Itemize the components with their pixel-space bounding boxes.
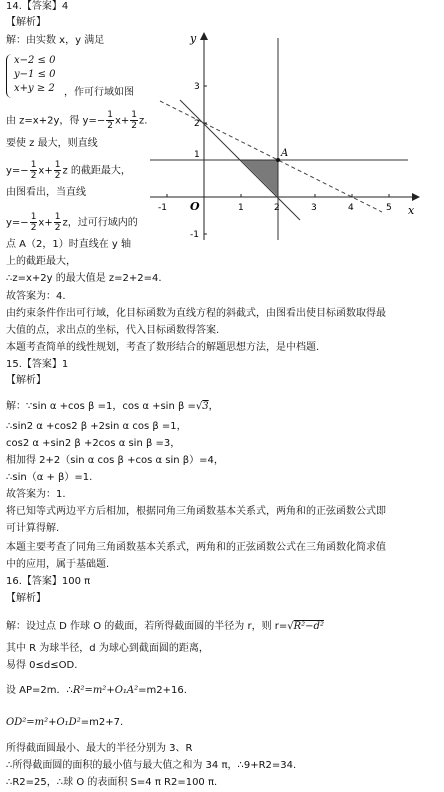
y-tick-neg1: -1 — [190, 230, 199, 240]
q15-line-10: 中的应用，属于基础题. — [6, 559, 110, 570]
q16-heading: 16.【答案】100 π — [6, 576, 91, 587]
y-tick-2: 2 — [194, 119, 200, 129]
q16-line-8: ∴R2=25，∴球 O 的表面积 S=4 π R2=100 π. — [6, 777, 218, 788]
q14-explain-1: 由约束条件作出可行域，化目标函数为直线方程的斜截式，由图看出使目标函数取得最 — [6, 308, 386, 319]
q15-line-8: 可计算得解. — [6, 523, 60, 534]
q14-explain-3: 本题考查简单的线性规划，考查了数形结合的解题思想方法，是中档题. — [6, 342, 320, 353]
constraint-2: y−1 ≤ 0 — [14, 69, 56, 80]
q15-heading: 15.【答案】1 — [6, 359, 69, 370]
q14-answer: 故答案为：4. — [6, 291, 66, 302]
x-tick-neg1: -1 — [158, 203, 167, 213]
q14-analysis-label: 【解析】 — [6, 17, 46, 28]
q15-line-2: ∴sin2 α +cos2 β +2sin α cos β =1， — [6, 421, 187, 432]
q15-line-3: cos2 α +sin2 β +2cos α sin β =3， — [6, 438, 181, 449]
constraint-system — [14, 54, 56, 96]
x-axis-label: x — [408, 204, 415, 217]
y-axis-arrow — [200, 32, 208, 40]
q15-line-4: 相加得 2+2（sin α cos β +cos α sin β）=4， — [6, 455, 224, 466]
q15-analysis-label: 【解析】 — [6, 375, 46, 386]
q14-intercept-max: 上的截距最大， — [6, 256, 76, 267]
q14-point-a: 点 A（2，1）时直线在 y 轴 — [6, 239, 132, 250]
constraint-1: x−2 ≤ 0 — [14, 55, 56, 66]
q16-line-5: OD²=m²+O₁D²=m2+7. — [6, 717, 124, 728]
feasible-region — [241, 160, 278, 197]
q16-line-1: 解：设过点 D 作球 O 的截面，若所得截面圆的半径为 r，则 r=√R²−d² — [6, 621, 324, 632]
q15-line-9: 本题主要考查了同角三角函数基本关系式，两角和的正弦函数公式在三角函数化简求值 — [6, 542, 386, 553]
q14-heading: 14.【答案】4 — [6, 1, 69, 12]
constraint-3: x+y ≥ 2 — [14, 83, 55, 94]
point-a-label: A — [281, 148, 289, 159]
system-brace — [6, 54, 13, 98]
q14-z-line: 由 z=x+2y，得 y=− $\frac{1}{2}$ x+ $\frac{1}{2}$ z. — [6, 110, 148, 131]
q15-line-1: 解：∵sin α +cos β =1，cos α +sin β =√3， — [6, 401, 219, 412]
q16-analysis-label: 【解析】 — [6, 593, 46, 604]
q14-after-system: ，作可行域如图 — [64, 87, 134, 98]
x-axis-arrow — [412, 193, 420, 201]
q14-from-figure: 由图看出，当直线 — [6, 187, 86, 198]
x-tick-3: 3 — [311, 203, 317, 213]
q15-line-6: 故答案为：1. — [6, 489, 66, 500]
x-tick-5: 5 — [386, 203, 392, 213]
q16-line-2: 其中 R 为球半径，d 为球心到截面圆的距离， — [6, 643, 209, 654]
point-a — [276, 158, 280, 162]
q14-therefore: ∴z=x+2y 的最大值是 z=2+2=4. — [6, 273, 162, 284]
q14-intro: 解：由实数 x，y 满足 — [6, 35, 105, 46]
q16-line-3: 易得 0≤d≤OD. — [6, 660, 78, 671]
q16-line-6: 所得截面圆最小、最大的半径分别为 3、R — [6, 743, 193, 754]
y-axis-label: y — [190, 32, 197, 45]
y-tick-1: 1 — [194, 150, 200, 160]
origin-label: O — [190, 200, 200, 213]
feasible-region-graph — [150, 30, 420, 245]
q14-y2-line: y=− $\frac{1}{2}$ x+ $\frac{1}{2}$ z，过可行域内的 — [6, 212, 138, 233]
x-tick-1: 1 — [238, 203, 244, 213]
q14-explain-2: 大值的点，求出点的坐标，代入目标函数得答案. — [6, 325, 220, 336]
q14-y-line: y=− $\frac{1}{2}$ x+ $\frac{1}{2}$ z 的截距最大， — [6, 160, 131, 181]
x-tick-4: 4 — [348, 203, 354, 213]
q16-line-4: 设 AP=2m．∴R²=m²+O₁A²=m2+16. — [6, 685, 187, 696]
y-tick-3: 3 — [194, 82, 200, 92]
q15-line-7: 将已知等式两边平方后相加，根据同角三角函数基本关系式，两角和的正弦函数公式即 — [6, 506, 386, 517]
q16-line-7: ∴所得截面圆的面积的最小值与最大值之和为 34 π，∴9+R2=34. — [6, 760, 297, 771]
q14-want-max: 要使 z 最大，则直线 — [6, 138, 98, 149]
x-tick-2: 2 — [274, 203, 280, 213]
q15-line-5: ∴sin（α + β）=1. — [6, 472, 93, 483]
